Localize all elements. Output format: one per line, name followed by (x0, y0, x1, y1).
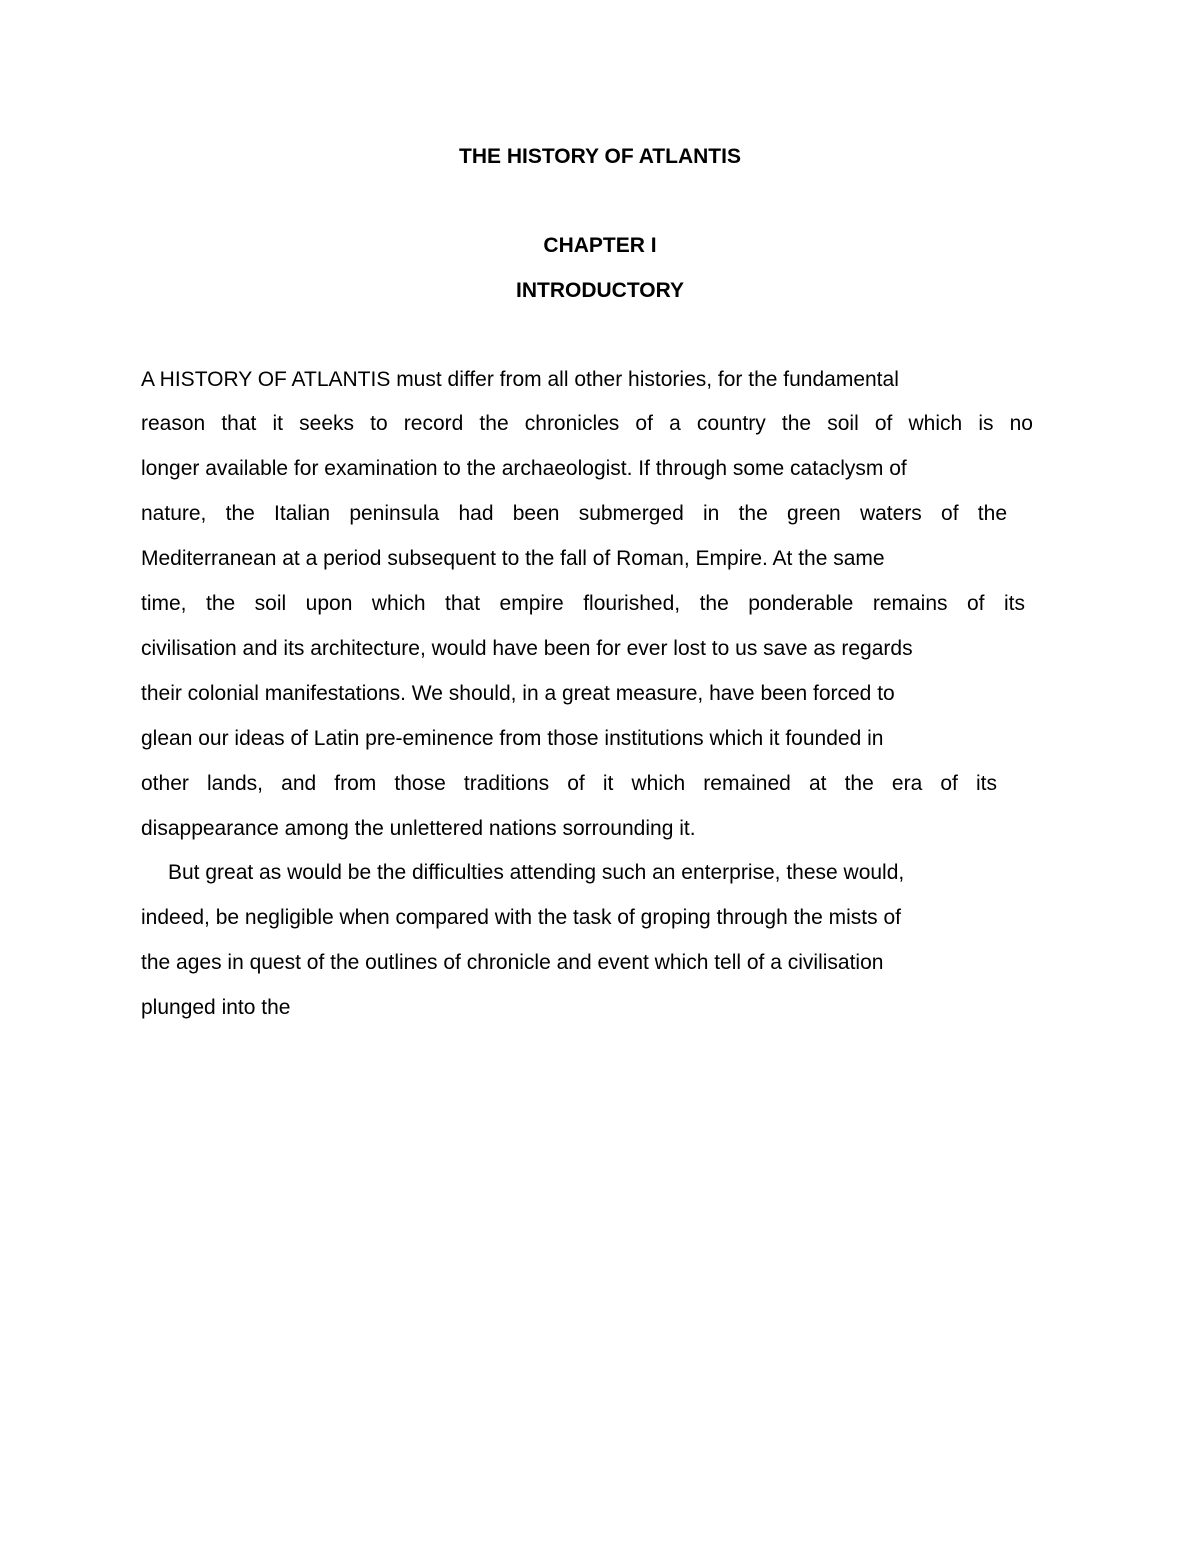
text-line: plunged into the (141, 996, 291, 1019)
chapter-heading: CHAPTER I (543, 234, 657, 257)
text-line: indeed, be negligible when compared with the task of groping through the mists of (141, 906, 901, 929)
text-line: longer available for examination to the archaeologist. If through some cataclysm of (141, 457, 907, 480)
text-line: But great as would be the difficulties attending such an enterprise, these would, (168, 861, 905, 884)
text-line: reason that it seeks to record the chronicles of a country the soil of which is no (141, 412, 1033, 435)
text-line: nature, the Italian peninsula had been submerged in the green waters of the (141, 502, 1007, 525)
chapter-subtitle: INTRODUCTORY (516, 279, 684, 302)
text-line: time, the soil upon which that empire flourished, the ponderable remains of its (141, 592, 1025, 615)
text-line: the ages in quest of the outlines of chronicle and event which tell of a civilisation (141, 951, 884, 974)
text-line: disappearance among the unlettered nations sorrounding it. (141, 817, 696, 840)
text-line: other lands, and from those traditions of it which remained at the era of its (141, 772, 997, 795)
text-line: glean our ideas of Latin pre-eminence from those institutions which it founded in (141, 727, 884, 750)
text-line: their colonial manifestations. We should, in a great measure, have been forced to (141, 682, 895, 705)
document-title: THE HISTORY OF ATLANTIS (459, 145, 741, 168)
text-line: civilisation and its architecture, would have been for ever lost to us save as regards (141, 637, 913, 660)
text-line: A HISTORY OF ATLANTIS must differ from all other histories, for the fundamental (141, 368, 899, 391)
text-line: Mediterranean at a period subsequent to the fall of Roman, Empire. At the same (141, 547, 885, 570)
